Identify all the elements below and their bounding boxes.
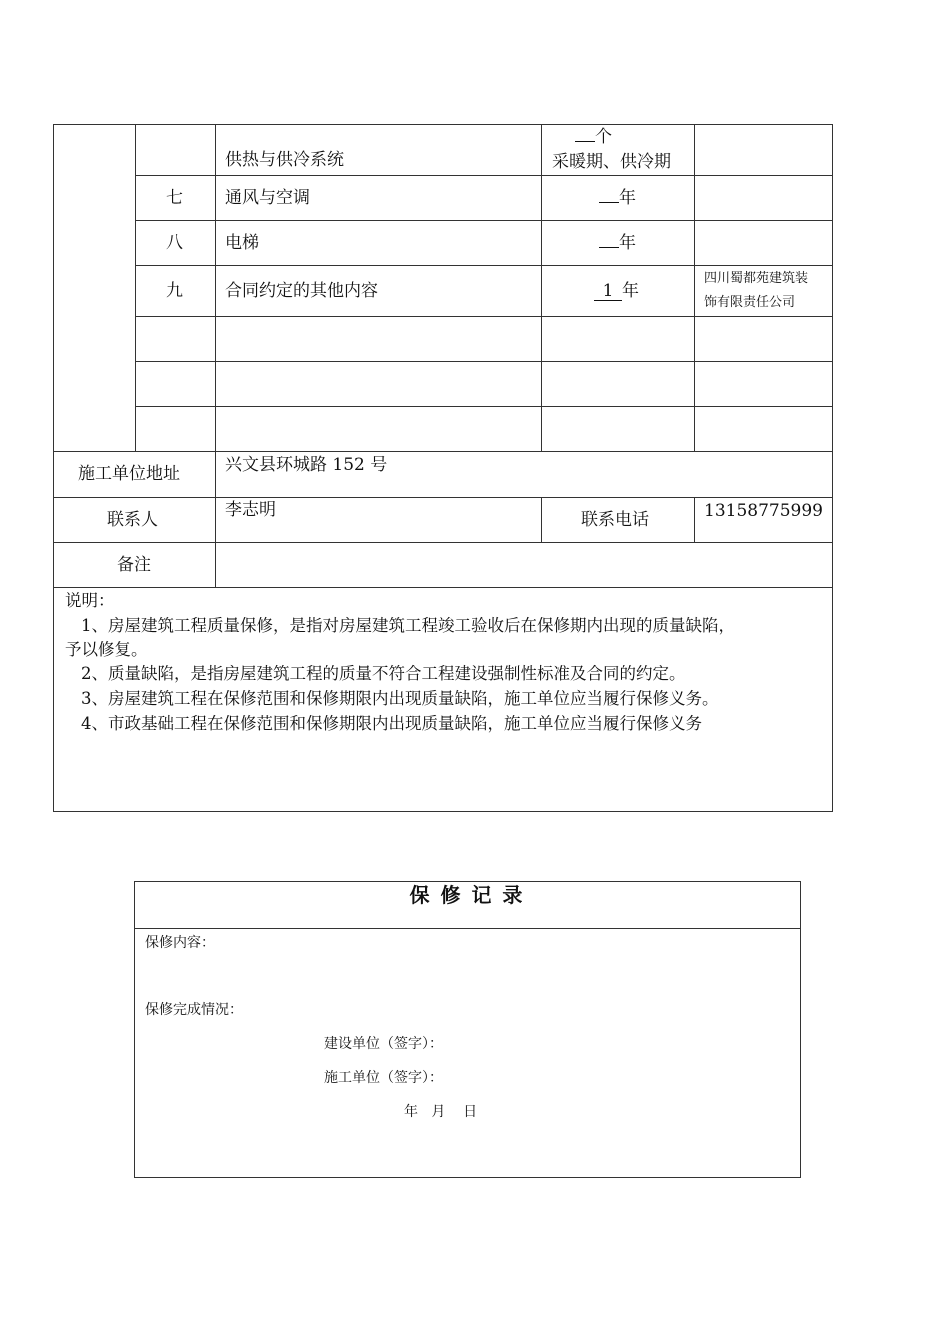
column-divider [215,124,216,587]
row-number-8: 八 [166,233,183,253]
period-ventilation: 年 [599,188,636,208]
address-label: 施工单位地址 [78,464,180,484]
record-border [134,881,801,1178]
note-line-4: 4、市政基础工程在保修范围和保修期限内出现质量缺陷，施工单位应当履行保修义务 [81,714,702,733]
row-divider [53,587,833,588]
phone-label: 联系电话 [581,510,649,530]
item-elevator: 电梯 [225,233,259,253]
period-elevator: 年 [599,233,636,253]
row-divider [135,265,833,266]
table-border-right [832,124,833,812]
row-divider [53,451,833,452]
row-divider [135,316,833,317]
record-title-divider [134,928,800,929]
row-divider [53,497,833,498]
item-other-contract: 合同约定的其他内容 [225,281,378,301]
company-line-1: 四川蜀都苑建筑装 [704,271,809,286]
row-number-7: 七 [166,188,183,208]
record-date: 年 月 日 [404,1104,478,1120]
contact-label: 联系人 [107,510,158,530]
note-line-3: 3、房屋建筑工程在保修范围和保修期限内出现质量缺陷，施工单位应当履行保修义务。 [81,689,719,708]
period-heating-cooling-top: 个 [575,127,612,147]
table-border-left [53,124,54,812]
column-divider [694,124,695,451]
table-border-top [53,124,833,125]
item-ventilation: 通风与空调 [225,188,310,208]
record-completion-label: 保修完成情况： [145,1002,243,1018]
phone-value: 13158775999 [704,501,823,521]
row-divider [135,406,833,407]
contractor-signature-label: 施工单位（签字）： [324,1070,443,1086]
record-content-label: 保修内容： [145,935,215,951]
remark-label: 备注 [117,555,151,575]
company-line-2: 饰有限责任公司 [704,295,796,310]
record-title: 保 修 记 录 [409,883,525,907]
item-heating-cooling: 供热与供冷系统 [225,150,344,170]
row-divider [135,220,833,221]
column-divider [541,124,542,451]
row-divider [135,175,833,176]
note-line-1-cont: 予以修复。 [65,640,148,659]
table-border-bottom [53,811,833,812]
period-other-contract: 1 年 [594,281,639,301]
row-number-9: 九 [166,281,183,301]
note-line-2: 2、质量缺陷，是指房屋建筑工程的质量不符合工程建设强制性标准及合同的约定。 [81,664,686,683]
column-divider [135,124,136,451]
column-divider [694,497,695,542]
period-heating-cooling-bottom: 采暖期、供冷期 [552,152,671,172]
owner-signature-label: 建设单位（签字）： [324,1036,443,1052]
address-value: 兴文县环城路 152 号 [225,455,388,475]
note-line-1: 1、房屋建筑工程质量保修，是指对房屋建筑工程竣工验收后在保修期内出现的质量缺陷， [81,616,735,635]
row-divider [53,542,833,543]
column-divider [541,497,542,542]
contact-value: 李志明 [225,500,276,520]
row-divider [135,361,833,362]
notes-heading: 说明： [65,591,115,610]
